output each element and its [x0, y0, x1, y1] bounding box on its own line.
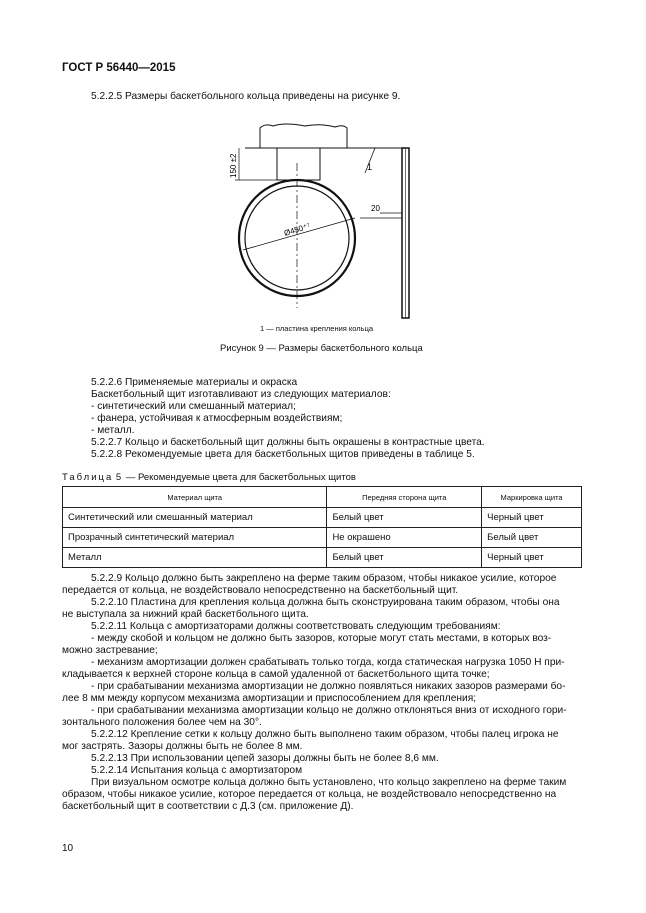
colors-table — [62, 486, 582, 568]
body-line: кладывается к верхней стороне кольца в самой удаленной от баскетбольного щита точке; — [62, 669, 490, 680]
mount-outline — [260, 124, 347, 148]
table-header-cell: Маркировка щита — [482, 487, 582, 508]
section-5-2-2-5: 5.2.2.5 Размеры баскетбольного кольца приведены на рисунке 9. — [91, 91, 401, 102]
body-line: лее 8 мм между корпусом механизма амортизации и приспособлением для крепления; — [62, 693, 477, 704]
body-line: не выступала за нижний край баскетбольного щита. — [62, 609, 309, 620]
body-line: 5.2.2.14 Испытания кольца с амортизатором — [91, 765, 303, 776]
table-cell: Синтетический или смешанный материал — [63, 508, 327, 528]
table-cell: Прозрачный синтетический материал — [63, 528, 327, 548]
body-line: баскетбольный щит в соответствии с Д.3 (см. приложение Д). — [62, 801, 354, 812]
table-title-text: — Рекомендуемые цвета для баскетбольных щитов — [125, 472, 356, 483]
body-line: 5.2.2.13 При использовании цепей зазоры должны быть не более 8,6 мм. — [91, 753, 439, 764]
body-line: При визуальном осмотре кольца должно быть установлено, что кольцо закреплено на ферме таким — [91, 777, 567, 788]
body-line: зонтального положения более чем на 30°. — [62, 717, 262, 728]
material-item: - металл. — [91, 425, 135, 436]
body-line: - между скобой и кольцом не должно быть зазоров, которые могут стать местами, в которых воз- — [91, 633, 552, 644]
dim-diameter-label: Ø450⁺⁷ — [282, 221, 312, 238]
body-line: 5.2.2.10 Пластина для крепления кольца должна быть сконструирована таким образом, чтобы она — [91, 597, 560, 608]
body-line: передается от кольца, не воздействовало непосредственно на баскетбольный щит. — [62, 585, 459, 596]
section-5-2-2-8: 5.2.2.8 Рекомендуемые цвета для баскетбольных щитов приведены в таблице 5. — [91, 449, 475, 460]
table-row — [63, 548, 582, 568]
table-cell: Черный цвет — [482, 548, 582, 568]
table-row — [63, 528, 582, 548]
section-5-2-2-6-heading: 5.2.2.6 Применяемые материалы и окраска — [91, 377, 298, 388]
table-cell: Белый цвет — [327, 548, 482, 568]
table-header-cell: Материал щита — [63, 487, 327, 508]
body-line: - при срабатывании механизма амортизации не должно появляться никаких зазоров размерами бо- — [91, 681, 566, 692]
table-header-row — [63, 487, 582, 508]
table-title-number: 5 — [115, 472, 124, 483]
material-item: - синтетический или смешанный материал; — [91, 401, 296, 412]
figure-legend: 1 — пластина крепления кольца — [260, 324, 374, 333]
callout-label: 1 — [367, 162, 373, 172]
body-line: 5.2.2.11 Кольца с амортизаторами должны соответствовать следующим требованиям: — [91, 621, 501, 632]
body-line: можно застревание; — [62, 645, 158, 656]
body-line: 5.2.2.12 Крепление сетки к кольцу должно быть выполнено таким образом, чтобы палец игрока не — [91, 729, 559, 740]
body-line: образом, чтобы никакое усилие, которое передается от кольца, не воздействовало непосредственно на — [62, 789, 557, 800]
table-title-prefix: Таблица — [62, 472, 114, 483]
table-cell: Белый цвет — [482, 528, 582, 548]
section-5-2-2-7: 5.2.2.7 Кольцо и баскетбольный щит должны быть окрашены в контрастные цвета. — [91, 437, 485, 448]
figure-caption: Рисунок 9 — Размеры баскетбольного кольца — [220, 343, 423, 354]
document-header: ГОСТ Р 56440—2015 — [62, 62, 176, 74]
body-line: мог застрять. Зазоры должны быть не более 8 мм. — [62, 741, 303, 752]
table-cell: Металл — [63, 548, 327, 568]
ring-connector — [277, 148, 320, 180]
section-5-2-2-6-intro: Баскетбольный щит изготавливают из следующих материалов: — [91, 389, 391, 400]
table-cell: Черный цвет — [482, 508, 582, 528]
table-header-cell: Передняя сторона щита — [327, 487, 482, 508]
table-title — [62, 472, 356, 483]
table-cell: Не окрашено — [327, 528, 482, 548]
table-row — [63, 508, 582, 528]
material-item: - фанера, устойчивая к атмосферным воздействиям; — [91, 413, 343, 424]
table-cell: Белый цвет — [327, 508, 482, 528]
body-line: - при срабатывании механизма амортизации кольцо не должно отклоняться вниз от исходного гори- — [91, 705, 567, 716]
body-line: - механизм амортизации должен срабатывать только тогда, когда статическая нагрузка 1050 Н при- — [91, 657, 565, 668]
page-number: 10 — [62, 843, 74, 854]
dim-height-label: 150 ±2 — [229, 153, 238, 178]
figure-basketball-ring — [225, 118, 440, 328]
dim-thickness-label: 20 — [371, 204, 380, 213]
body-line: 5.2.2.9 Кольцо должно быть закреплено на ферме таким образом, чтобы никакое усилие, которое — [91, 573, 557, 584]
